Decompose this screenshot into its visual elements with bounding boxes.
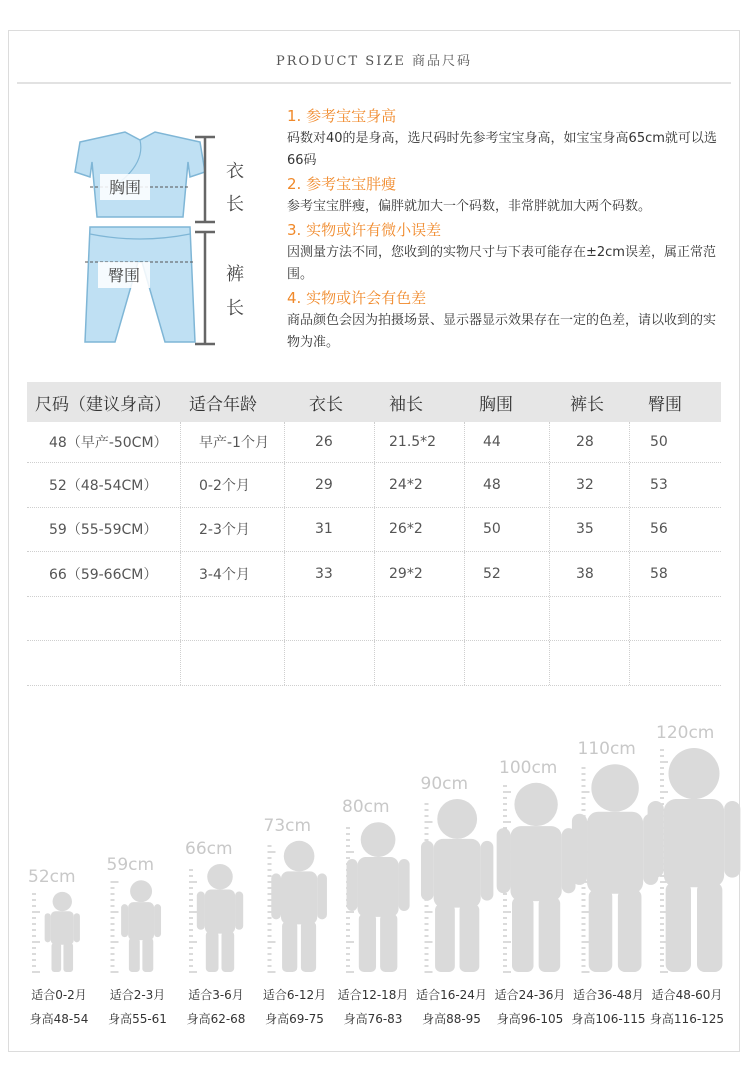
- table-cell: 31: [285, 508, 375, 552]
- table-cell: 26: [285, 422, 375, 462]
- table-row: [27, 552, 721, 597]
- height-range-label: 身高48-54: [29, 1012, 89, 1026]
- age-label: 适合6-12月: [262, 988, 327, 1002]
- note-body: 码数对40的是身高，选尺码时先参考宝宝身高，如宝宝身高65cm就可以选66码: [287, 131, 717, 168]
- growth-svg: [0, 700, 750, 1063]
- height-label: 59cm: [106, 855, 155, 876]
- note-body: 商品颜色会因为拍摄场景、显示器显示效果存在一定的色差，请以收到的实物为准。: [287, 313, 717, 350]
- child-silhouette: [648, 748, 741, 972]
- height-ruler: [32, 894, 40, 972]
- table-cell: [550, 641, 630, 685]
- table-row: [27, 463, 721, 508]
- height-label: 52cm: [28, 866, 76, 887]
- table-cell: 52: [465, 552, 550, 596]
- table-cell: 38: [550, 552, 630, 596]
- table-cell: 3-4个月: [181, 552, 285, 596]
- height-range-label: 身高106-115: [571, 1012, 646, 1026]
- child-silhouette: [197, 864, 243, 972]
- age-label: 适合12-18月: [337, 988, 409, 1002]
- table-cell: 28: [550, 422, 630, 462]
- table-cell: 35: [550, 508, 630, 552]
- child-silhouette: [347, 822, 410, 972]
- table-cell: 66（59-66CM）: [27, 552, 181, 596]
- table-cell: [375, 597, 465, 641]
- table-row: [27, 597, 721, 642]
- height-range-label: 身高96-105: [496, 1012, 564, 1026]
- table-cell: 26*2: [375, 508, 465, 552]
- column-header: 适合年龄: [189, 394, 257, 415]
- garment-svg: [50, 122, 250, 352]
- garment-illustration: [50, 122, 250, 352]
- height-range-label: 身高76-83: [343, 1012, 403, 1026]
- column-header: 袖长: [389, 394, 423, 415]
- height-range-label: 身高88-95: [422, 1012, 481, 1026]
- table-cell: [181, 597, 285, 641]
- note-1: [287, 104, 727, 172]
- height-label: 120cm: [656, 723, 715, 743]
- height-label: 66cm: [185, 839, 233, 859]
- height-range-label: 身高116-125: [649, 1012, 725, 1026]
- height-label: 90cm: [420, 774, 469, 795]
- table-header-row: [27, 382, 721, 422]
- age-label: 适合0-2月: [31, 988, 87, 1002]
- table-cell: [27, 597, 181, 641]
- table-cell: [285, 641, 375, 685]
- table-cell: [181, 641, 285, 685]
- age-label: 适合16-24月: [416, 988, 487, 1002]
- table-cell: [465, 641, 550, 685]
- table-cell: 24*2: [375, 463, 465, 507]
- note-2: [287, 172, 727, 218]
- age-label: 适合36-48月: [573, 988, 644, 1002]
- table-cell: 56: [650, 521, 668, 538]
- note-4: [287, 286, 727, 354]
- table-cell: 33: [285, 552, 375, 596]
- note-3: [287, 218, 727, 286]
- table-cell: 48: [465, 463, 550, 507]
- age-label: 适合3-6月: [188, 988, 244, 1002]
- height-range-label: 身高62-68: [186, 1012, 246, 1026]
- size-notes: [287, 104, 727, 354]
- hip-label: 臀围: [107, 266, 141, 285]
- height-range-label: 身高55-61: [108, 1012, 167, 1026]
- table-cell: [285, 597, 375, 641]
- height-ruler: [189, 870, 197, 972]
- top-length-label-2: 长: [226, 194, 244, 215]
- column-header: 尺码（建议身高）: [35, 394, 171, 415]
- table-cell: [465, 597, 550, 641]
- section-header: [17, 38, 731, 84]
- top-length-label-1: 衣: [226, 161, 244, 182]
- note-heading: 1. 参考宝宝身高: [287, 107, 397, 125]
- note-heading: 4. 实物或许会有色差: [287, 289, 427, 307]
- table-cell: 32: [550, 463, 630, 507]
- table-body: [27, 422, 721, 686]
- child-silhouette: [421, 799, 493, 972]
- table-cell: 0-2个月: [181, 463, 285, 507]
- height-label: 100cm: [499, 757, 558, 778]
- note-body: 参考宝宝胖瘦，偏胖就加大一个码数，非常胖就加大两个码数。: [287, 199, 652, 214]
- height-label: 110cm: [577, 739, 636, 760]
- growth-chart: [0, 700, 750, 1063]
- table-cell: 59（55-59CM）: [27, 508, 181, 552]
- table-cell: 29*2: [375, 552, 465, 596]
- height-ruler: [111, 882, 119, 972]
- table-row: [27, 422, 721, 463]
- note-body: 因测量方法不同，您收到的实物尺寸与下表可能存在±2cm误差，属正常范围。: [287, 245, 716, 282]
- height-label: 80cm: [342, 797, 390, 818]
- table-cell: 53: [650, 476, 668, 493]
- age-label: 适合24-36月: [494, 988, 566, 1002]
- child-silhouette: [497, 783, 576, 972]
- height-range-label: 身高69-75: [265, 1012, 324, 1026]
- table-cell: [630, 597, 721, 641]
- table-cell: 44: [465, 422, 550, 462]
- table-cell: 21.5*2: [375, 422, 465, 462]
- child-silhouette: [121, 880, 161, 972]
- note-heading: 3. 实物或许有微小误差: [287, 221, 442, 239]
- column-header: 裤长: [570, 394, 604, 415]
- table-cell: 58: [650, 565, 668, 582]
- section-title: PRODUCT SIZE 商品尺码: [275, 54, 473, 69]
- pants-length-label-1: 裤: [226, 264, 244, 285]
- child-silhouette: [271, 841, 327, 972]
- child-silhouette: [572, 764, 658, 972]
- column-header: 衣长: [309, 394, 343, 415]
- table-row: [27, 508, 721, 553]
- table-cell: [630, 641, 721, 685]
- table-cell: [27, 641, 181, 685]
- chest-label: 胸围: [108, 178, 142, 197]
- table-cell: 48（早产-50CM）: [27, 422, 181, 462]
- child-silhouette: [45, 892, 80, 972]
- table-cell: [550, 597, 630, 641]
- table-cell: 2-3个月: [181, 508, 285, 552]
- note-heading: 2. 参考宝宝胖瘦: [287, 175, 397, 193]
- column-header: 胸围: [479, 394, 513, 415]
- table-cell: 52（48-54CM）: [27, 463, 181, 507]
- height-label: 73cm: [263, 815, 312, 836]
- table-cell: 50: [465, 508, 550, 552]
- table-cell: 早产-1个月: [181, 422, 285, 462]
- table-cell: 29: [285, 463, 375, 507]
- age-label: 适合48-60月: [651, 988, 723, 1002]
- column-header: 臀围: [648, 394, 682, 415]
- table-cell: 50: [650, 434, 668, 450]
- table-row: [27, 641, 721, 686]
- age-label: 适合2-3月: [109, 988, 166, 1002]
- pants-length-label-2: 长: [226, 298, 244, 319]
- table-cell: [375, 641, 465, 685]
- size-table: [27, 382, 721, 686]
